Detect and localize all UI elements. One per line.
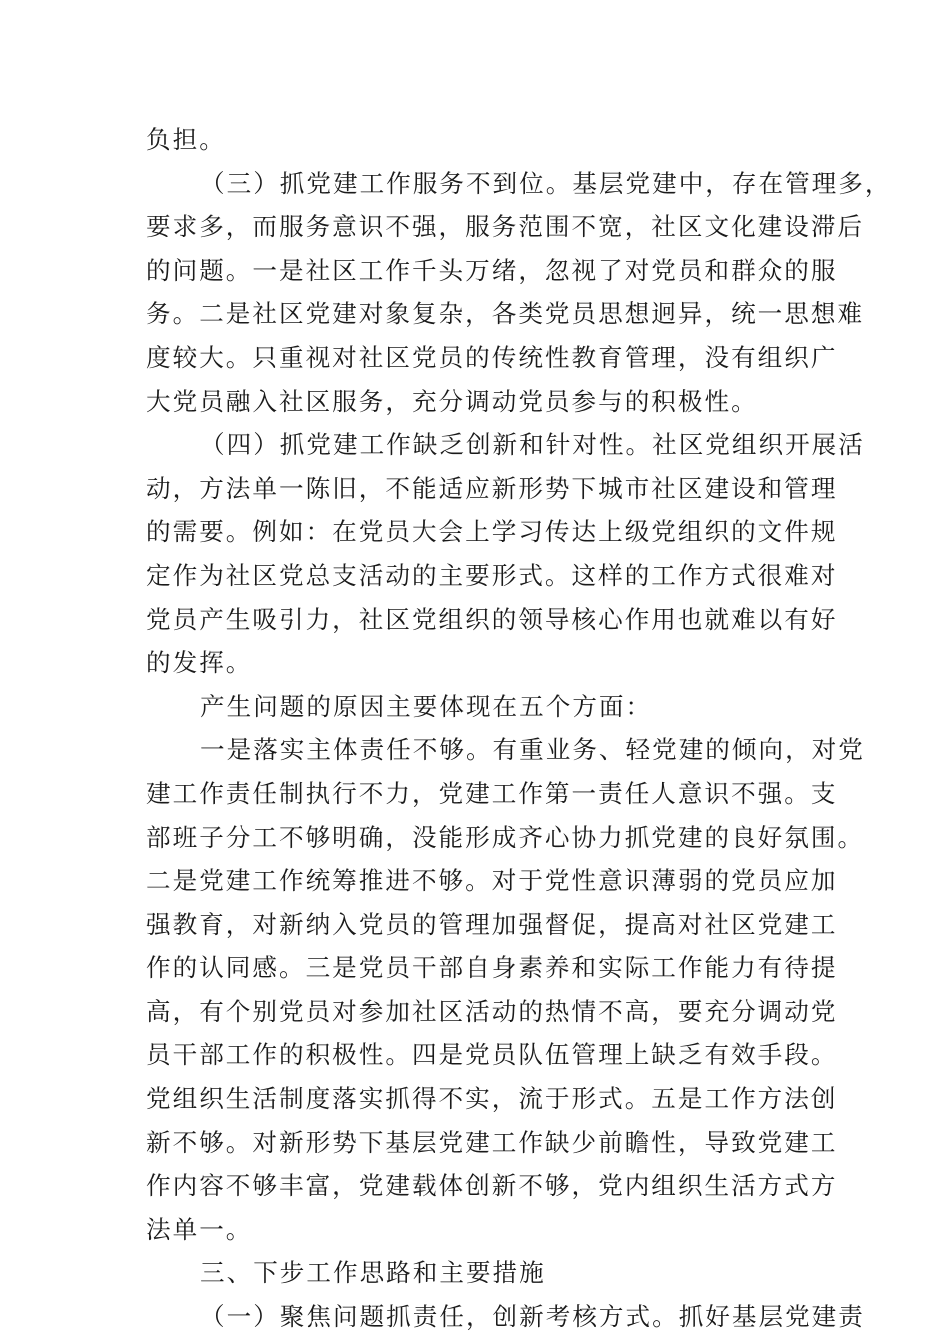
text-line: 强教育，对新纳入党员的管理加强督促，提高对社区党建工	[146, 909, 838, 939]
text-line: 部班子分工不够明确，没能形成齐心协力抓党建的良好氛围。	[146, 822, 865, 852]
text-line: 党组织生活制度落实抓得不实，流于形式。五是工作方法创	[146, 1084, 838, 1114]
text-line: 员干部工作的积极性。四是党员队伍管理上缺乏有效手段。	[146, 1040, 838, 1070]
text-line: （四）抓党建工作缺乏创新和针对性。社区党组织开展活	[200, 430, 865, 460]
text-line: 二是党建工作统筹推进不够。对于党性意识薄弱的党员应加	[146, 866, 838, 896]
text-line: （三）抓党建工作服务不到位。基层党建中，存在管理多，	[200, 168, 892, 198]
text-line: （一）聚焦问题抓责任，创新考核方式。抓好基层党建责	[200, 1302, 865, 1332]
text-line: 的发挥。	[146, 648, 253, 678]
text-line: 的需要。例如：在党员大会上学习传达上级党组织的文件规	[146, 517, 838, 547]
text-line: 高，有个别党员对参加社区活动的热情不高，要充分调动党	[146, 996, 838, 1026]
text-line: 作的认同感。三是党员干部自身素养和实际工作能力有待提	[146, 953, 838, 983]
section-heading: 三、下步工作思路和主要措施	[200, 1258, 546, 1288]
text-line: 党员产生吸引力，社区党组织的领导核心作用也就难以有好	[146, 604, 838, 634]
text-line: 建工作责任制执行不力，党建工作第一责任人意识不强。支	[146, 778, 838, 808]
text-line: 法单一。	[146, 1214, 253, 1244]
text-line: 负担。	[146, 125, 226, 154]
text-line: 一是落实主体责任不够。有重业务、轻党建的倾向，对党	[200, 735, 865, 765]
text-line: 度较大。只重视对社区党员的传统性教育管理，没有组织广	[146, 342, 838, 372]
text-line: 新不够。对新形势下基层党建工作缺少前瞻性，导致党建工	[146, 1127, 838, 1157]
text-line: 要求多，而服务意识不强，服务范围不宽，社区文化建设滞后	[146, 212, 865, 242]
text-line: 定作为社区党总支活动的主要形式。这样的工作方式很难对	[146, 560, 838, 590]
document-body	[146, 118, 892, 1339]
text-line: 作内容不够丰富，党建载体创新不够，党内组织生活方式方	[146, 1171, 838, 1201]
text-line: 务。二是社区党建对象复杂，各类党员思想迥异，统一思想难	[146, 299, 865, 329]
text-line: 动，方法单一陈旧，不能适应新形势下城市社区建设和管理	[146, 473, 838, 503]
text-line: 产生问题的原因主要体现在五个方面：	[200, 691, 653, 721]
text-line: 大党员融入社区服务，充分调动党员参与的积极性。	[146, 386, 758, 416]
text-line: 的问题。一是社区工作千头万绪，忽视了对党员和群众的服	[146, 255, 838, 285]
